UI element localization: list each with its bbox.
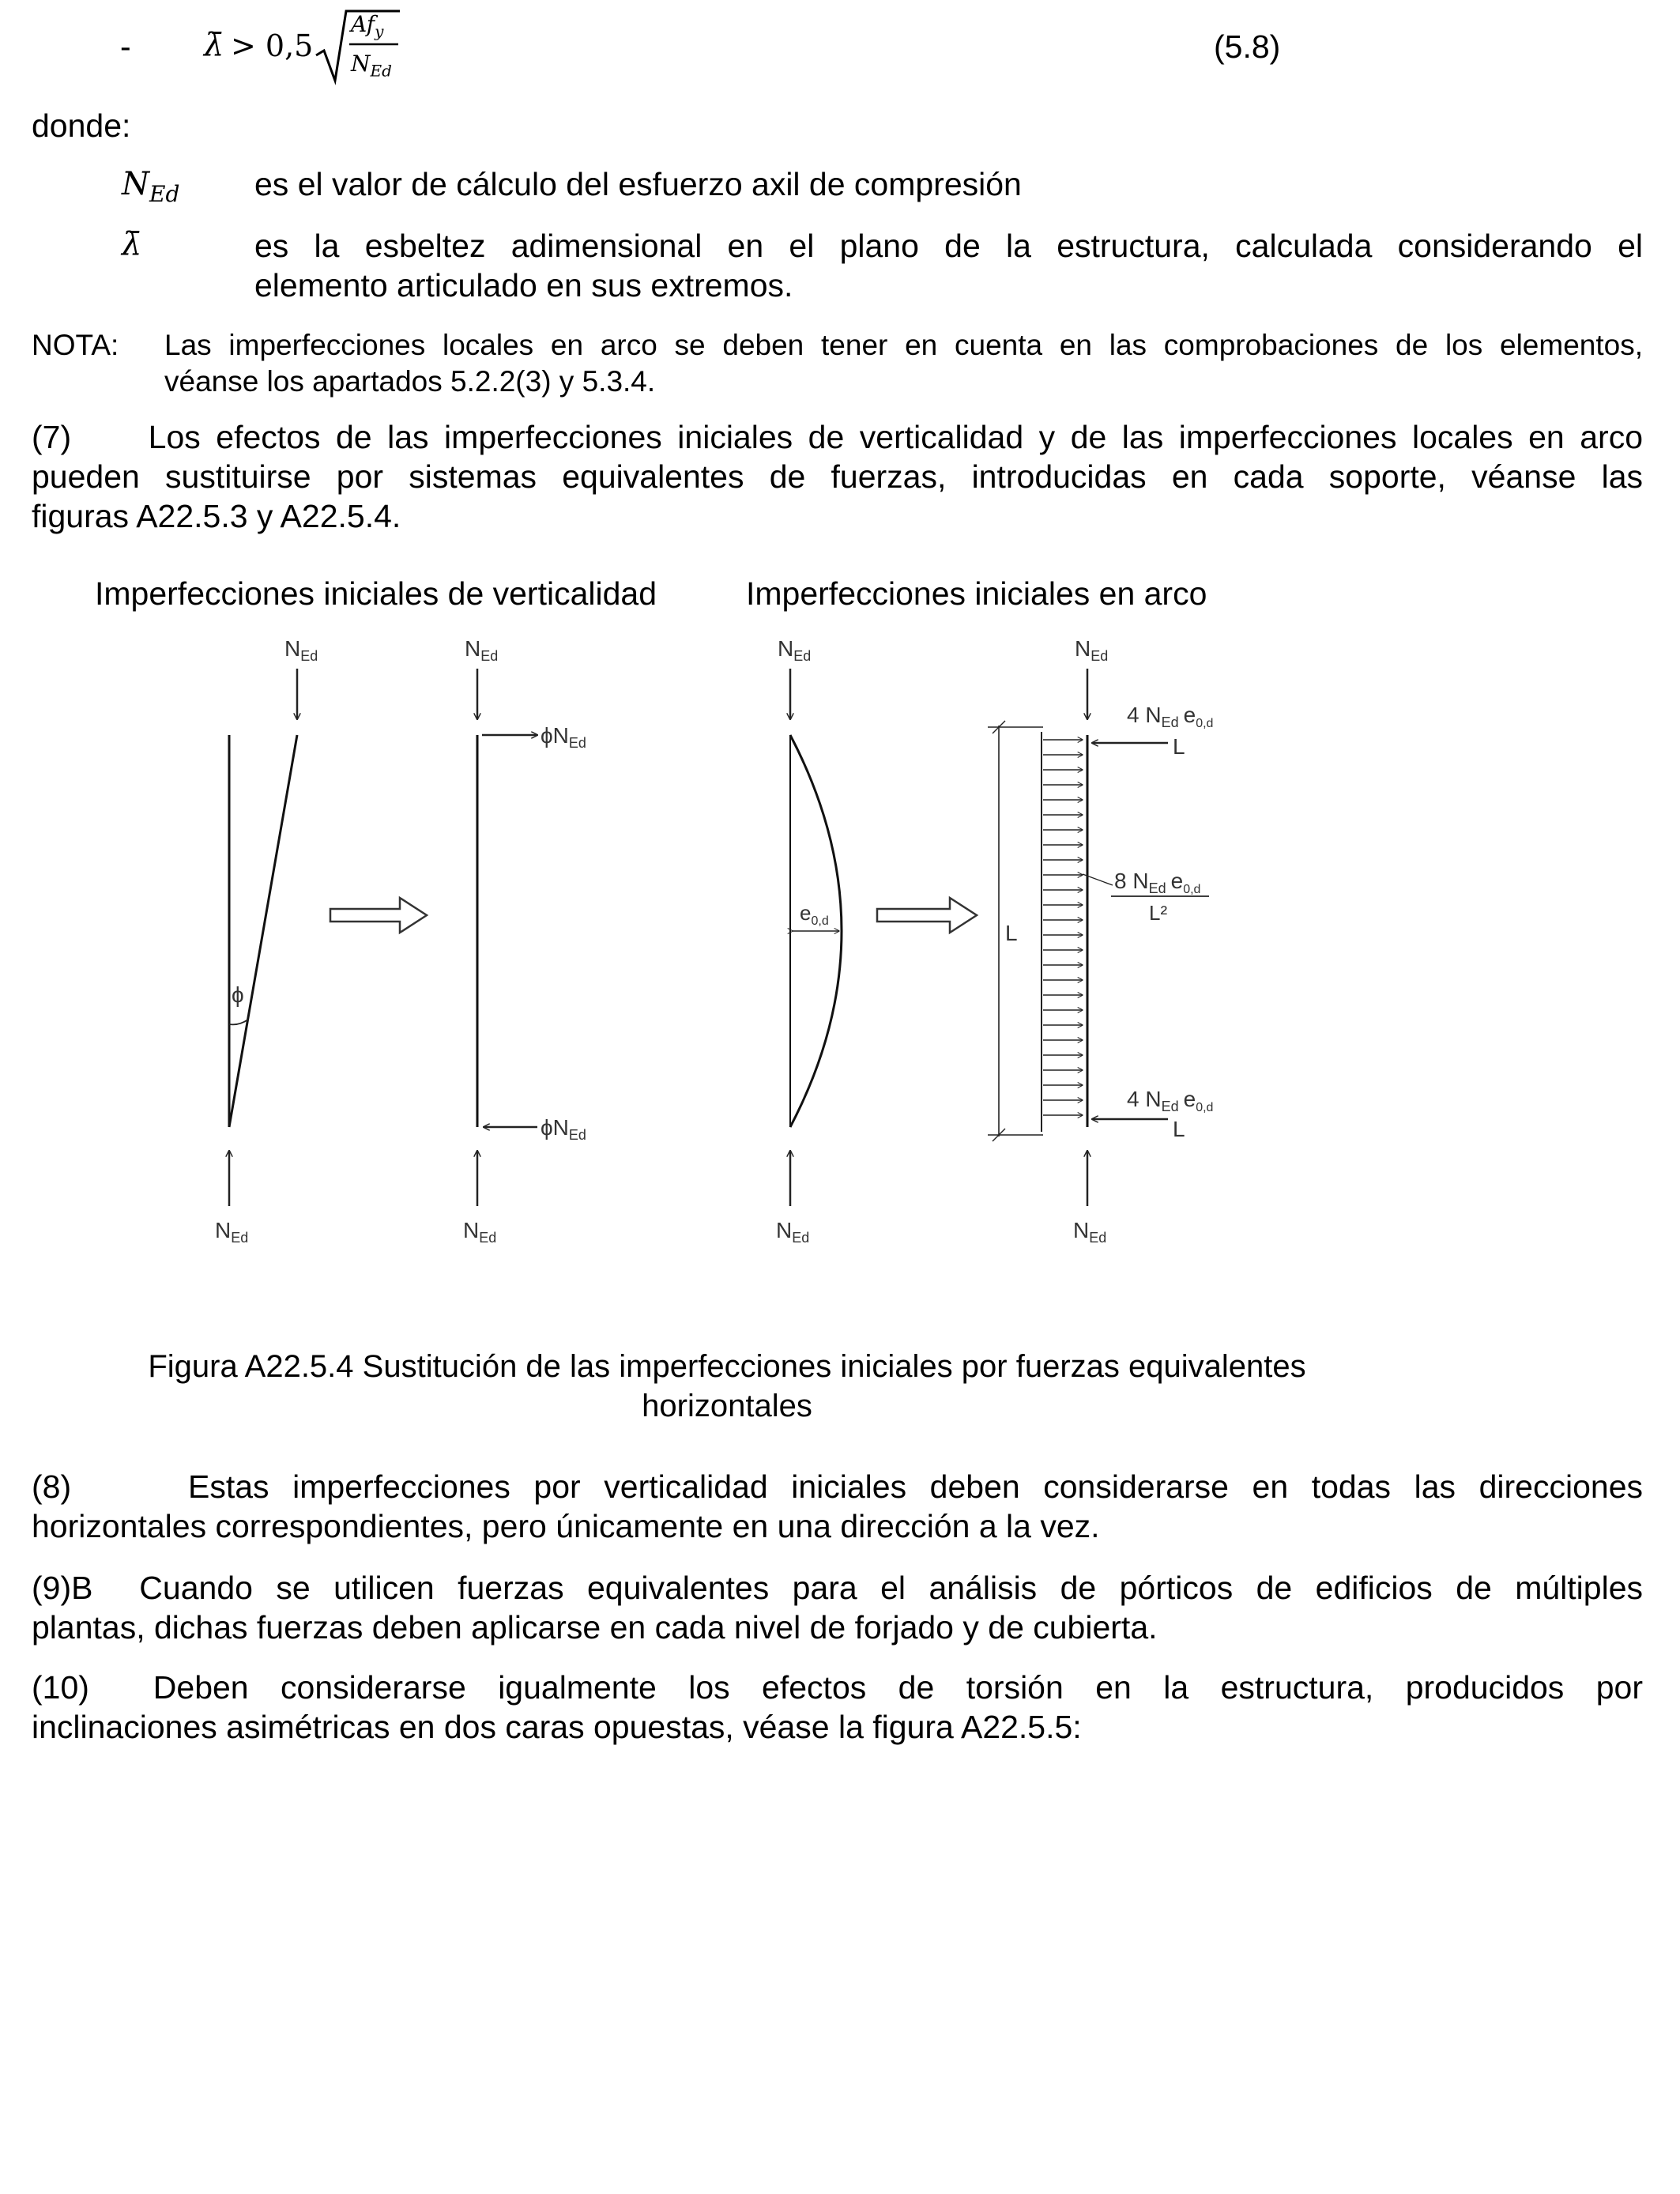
end-force-top-denominator: L: [1173, 734, 1185, 759]
formula-dash: -: [120, 28, 131, 65]
figure-caption-line1: Figura A22.5.4 Sustitución de las imperfecciones iniciales por fuerzas equivalentes: [148, 1349, 1306, 1384]
definition-symbol-ned: $N_{Ed}$: [122, 166, 180, 207]
distributed-load-arrows: [1043, 740, 1083, 1115]
panel-bow-equivalent-forces: [988, 636, 1213, 1246]
phi-angle-arc: [229, 1020, 248, 1024]
paragraph-7-line1: (7) Los efectos de las imperfecciones iniciales de verticalidad y de las imperfecciones locales en arco: [32, 419, 1643, 455]
e0d-label: $e_{0,d}$: [800, 901, 829, 928]
paragraph-9-line2: plantas, dichas fuerzas deben aplicarse en cada nivel de forjado y de cubierta.: [32, 1609, 1158, 1646]
formula-numerator: $Af_y$: [351, 11, 384, 41]
span-l-label: L: [1005, 921, 1018, 945]
paragraph-10-line2: inclinaciones asimétricas en dos caras opuestas, véase la figura A22.5.5:: [32, 1709, 1082, 1745]
panel-sway-imperfection: [215, 636, 318, 1246]
figure-heading-verticality: Imperfecciones iniciales de verticalidad: [95, 575, 657, 612]
note-line2: véanse los apartados 5.2.2(3) y 5.3.4.: [164, 365, 656, 398]
paragraph-8-line1: (8) Estas imperfecciones por verticalidad iniciales deben considerarse en todas las direcciones: [32, 1468, 1643, 1505]
distributed-force-denominator: L²: [1149, 901, 1168, 925]
end-force-bottom-denominator: L: [1173, 1117, 1185, 1141]
n-ed-label: $N_{Ed}$: [1075, 636, 1109, 664]
n-ed-label: $N_{Ed}$: [215, 1218, 249, 1246]
panel-sway-equivalent-forces: [463, 636, 586, 1246]
figure-heading-bow: Imperfecciones iniciales en arco: [746, 575, 1207, 612]
end-force-bottom-numerator: 4 $N_{Ed}$ $e_{0,d}$: [1127, 1087, 1214, 1114]
n-ed-label: $N_{Ed}$: [776, 1218, 810, 1246]
definition-symbol-lambda: λ̄: [122, 226, 142, 262]
n-ed-label: $N_{Ed}$: [463, 1218, 497, 1246]
figure-caption-line2: horizontales: [642, 1389, 812, 1423]
n-ed-label: $N_{Ed}$: [1073, 1218, 1107, 1246]
formula-5-8: [204, 6, 401, 85]
end-force-top-numerator: 4 $N_{Ed}$ $e_{0,d}$: [1127, 703, 1214, 730]
formula-operator: > 0,5: [231, 28, 314, 63]
paragraph-7-line2: pueden sustituirse por sistemas equivalentes de fuerzas, introducidas en cada soporte, véanse las: [32, 458, 1643, 495]
paragraph-10-line1: (10) Deben considerarse igualmente los efectos de torsión en la estructura, producidos por: [32, 1669, 1643, 1706]
paragraph-8-line2: horizontales correspondientes, pero únicamente en una dirección a la vez.: [32, 1508, 1100, 1544]
transform-arrow-2: [877, 898, 977, 933]
paragraph-7-line3: figuras A22.5.3 y A22.5.4.: [32, 498, 401, 534]
transform-arrow-1: [330, 898, 427, 933]
panel-bow-imperfection: [776, 636, 842, 1246]
n-ed-label: $N_{Ed}$: [465, 636, 499, 664]
n-ed-label: $N_{Ed}$: [778, 636, 812, 664]
phi-n-ed-bottom-label: $\phi N_{Ed}$: [541, 1115, 586, 1143]
phi-n-ed-top-label: $\phi N_{Ed}$: [541, 723, 586, 751]
inclined-column: [229, 735, 297, 1127]
distributed-force-numerator: 8 $N_{Ed}$ $e_{0,d}$: [1114, 869, 1201, 896]
figure-caption: [0, 1347, 1454, 1426]
formula-denominator: $N_{Ed}$: [351, 51, 392, 81]
definition-text-lambda-line2: elemento articulado en sus extremos.: [254, 267, 793, 303]
note-label: NOTA:: [32, 329, 119, 361]
formula-number: (5.8): [1214, 28, 1281, 65]
phi-angle-label: ϕ: [232, 982, 244, 1007]
formula-lambda: λ̄: [204, 27, 224, 63]
note-line1: Las imperfecciones locales en arco se deben tener en cuenta en las comprobaciones de los elementos,: [164, 329, 1643, 361]
figure-diagram: [0, 624, 1680, 1257]
paragraph-9-line1: (9)B Cuando se utilicen fuerzas equivalentes para el análisis de pórticos de edificios de múltiples: [32, 1570, 1643, 1606]
n-ed-label: $N_{Ed}$: [284, 636, 318, 664]
definition-text-ned: es el valor de cálculo del esfuerzo axil de compresión: [254, 166, 1022, 202]
where-label: donde:: [32, 107, 131, 144]
definition-text-lambda-line1: es la esbeltez adimensional en el plano de la estructura, calculada considerando el: [254, 228, 1643, 264]
